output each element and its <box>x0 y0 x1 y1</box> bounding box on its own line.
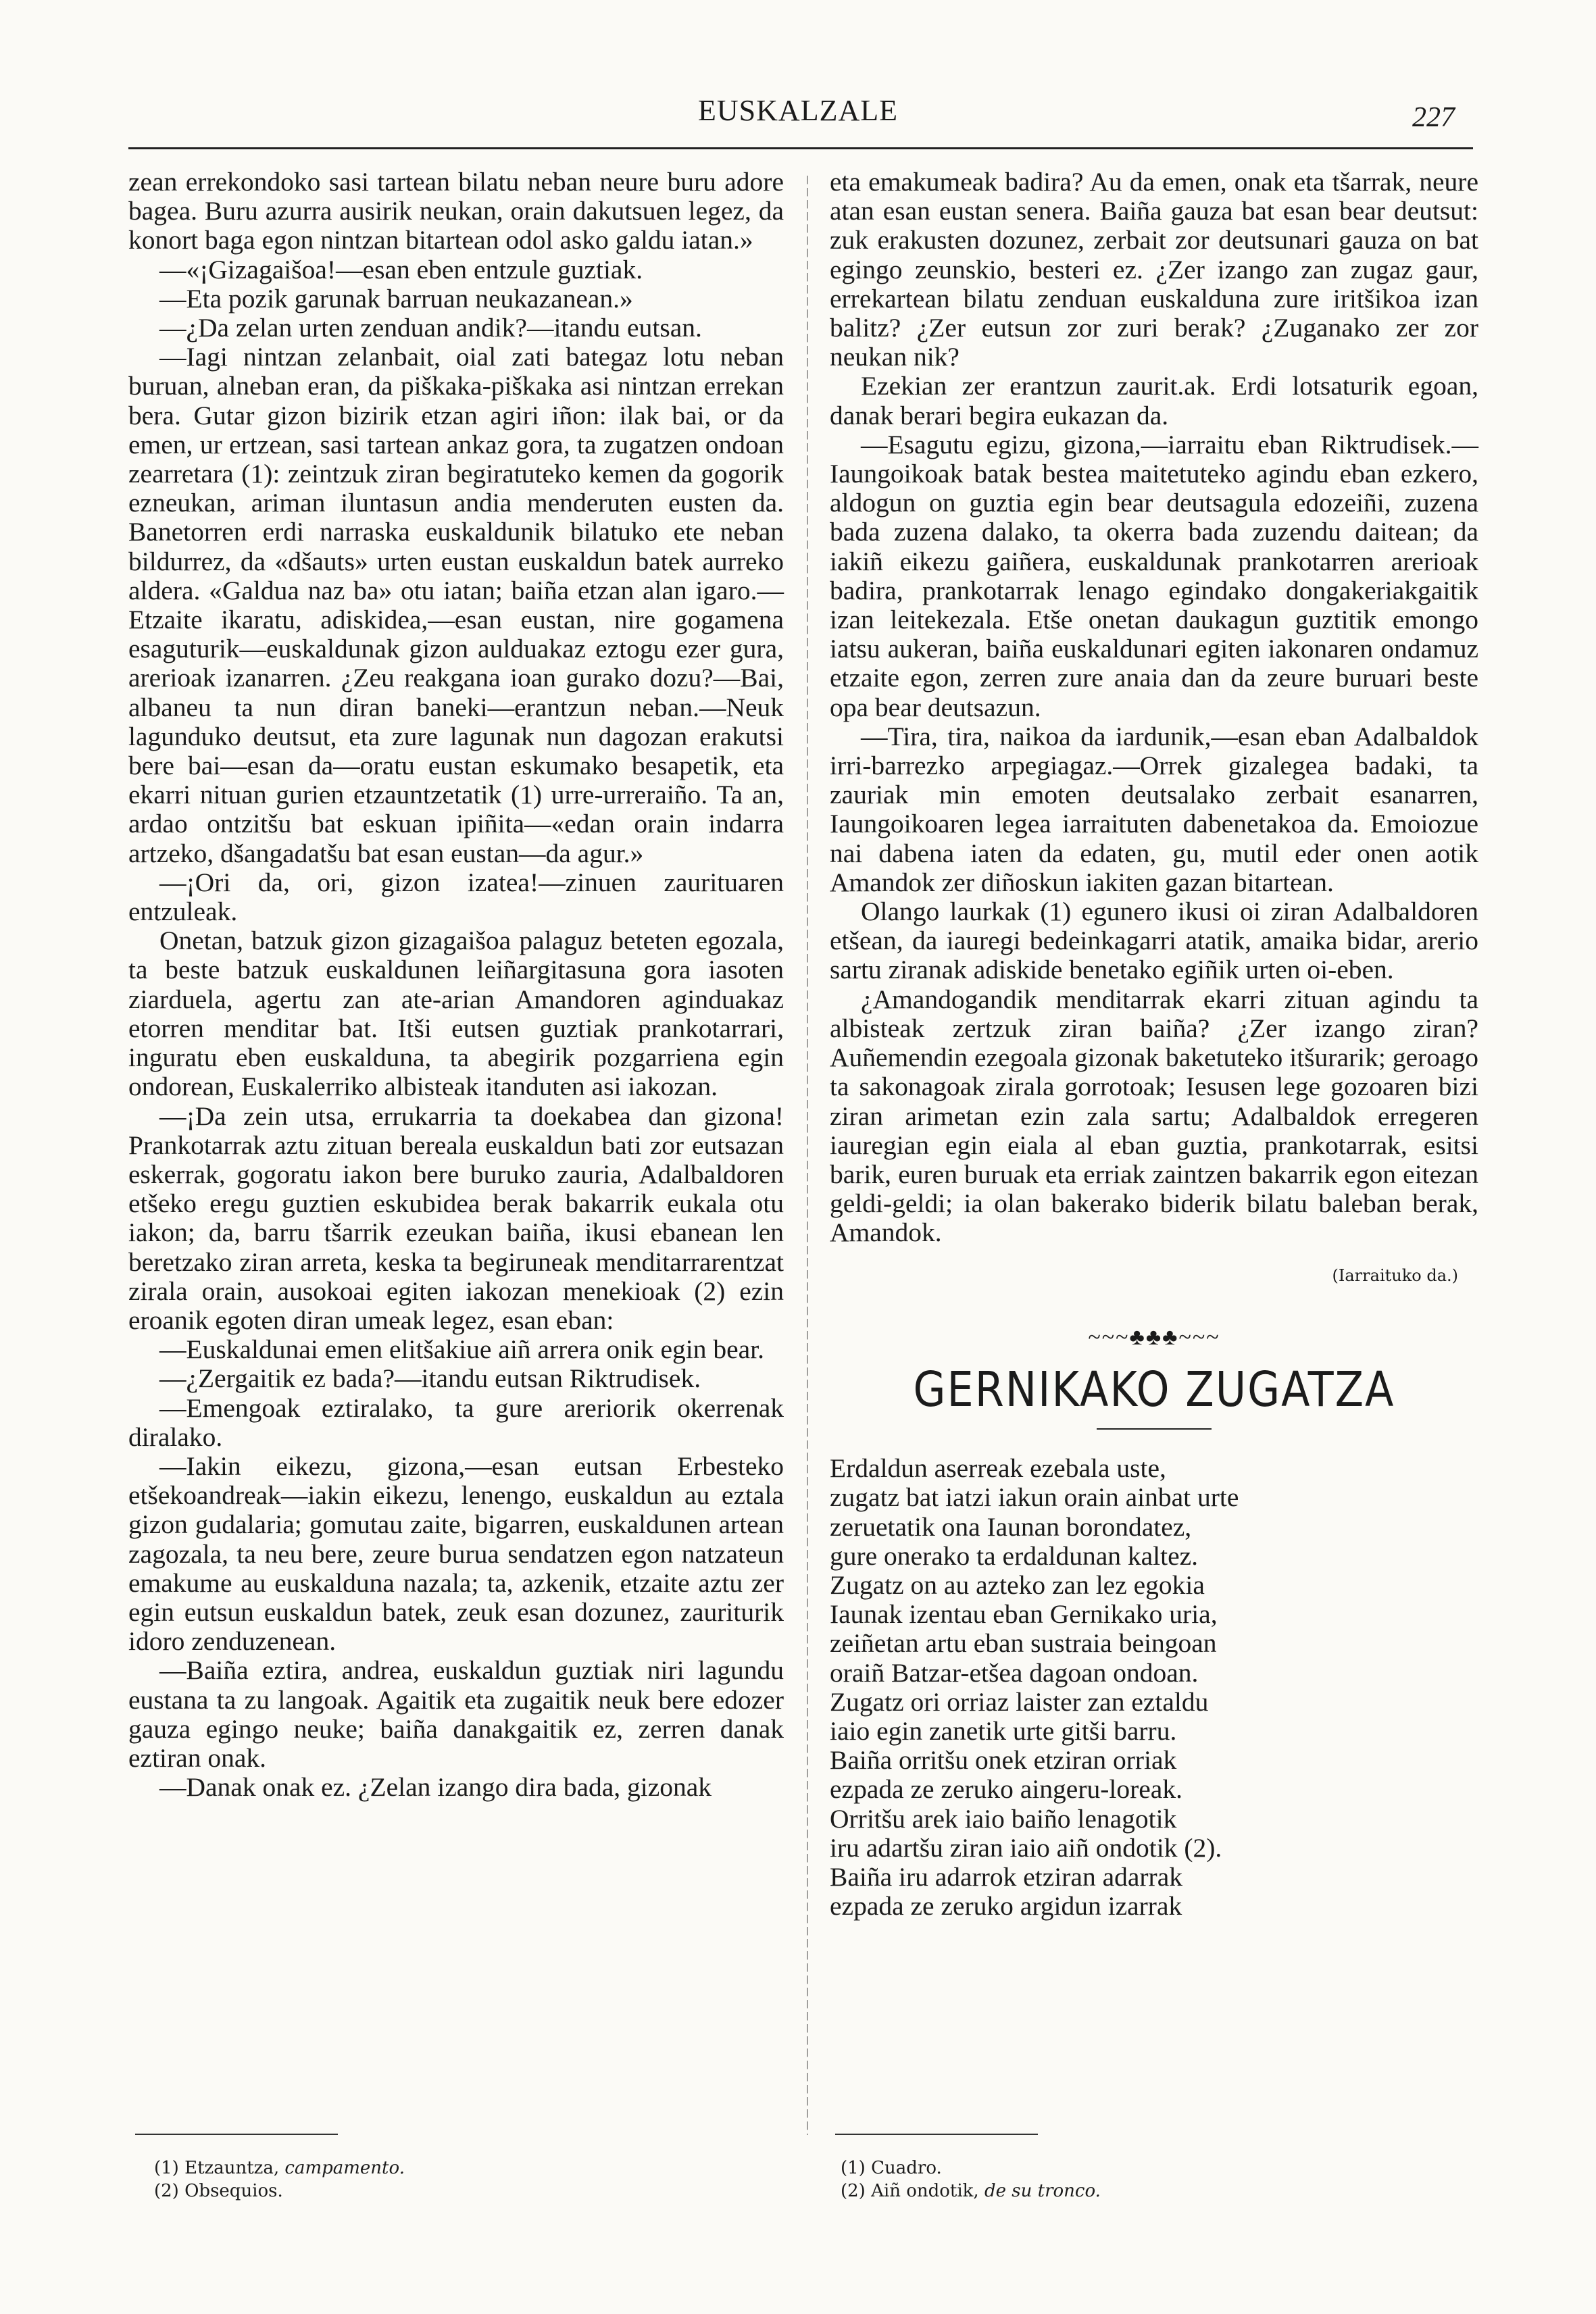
footnote: (1) Cuadro. <box>841 2158 942 2178</box>
paragraph: Onetan, batzuk gizon gizagaišoa palaguz beteten egozala, ta beste batzuk euskaldunen leiñargitasuna gora iasoten ziarduela, agertu zan ate-arian Amandoren aginduakaz etorren menditar bat. Itši eutsen guztiak prankotarrari, inguratu eben euskalduna, ta abegirik pozgarriena egin ondorean, Euskalerriko albisteak itanduten asi iakozan. <box>128 926 784 1102</box>
poem-line: Zugatz on au azteko zan lez egokia <box>830 1569 1205 1600</box>
paragraph: —¿Da zelan urten zenduan andik?—itandu eutsan. <box>159 313 702 343</box>
poem-line: Zugatz ori orriaz laister zan eztaldu <box>830 1686 1209 1717</box>
paragraph: —Iagi nintzan zelanbait, oial zati bategaz lotu neban buruan, alneban eran, da piškaka-piškaka asi nintzan errekan bera. Gutar gizon bizirik etzan agiri iñon: ilak bai, or da emen, ur ertzean, sasi tartean ankaz gora, ta zugatzen ondoan zearretara (1): zeintzuk ziran begiratuteko kemen da gogorik ezneukan, ariman iluntasun andia menderuten eusten da. Banetorren erdi narraska euskaldunik bilatuko ete neban bildurrez, da «dšauts» urten eustan euskaldun batek aurreko aldera. «Galdua naz ba» otu iatan; baiña etzan alan igaro.—Etzaite ikaratu, adiskidea,—esan eustan, nire gogamena esaguturik—euskaldunak gizon aulduakaz eztogu ezer gura, arerioak izanarren. ¿Zeu reakgana ioan gurako dozu?—Bai, albaneu ta nun diran baneki—erantzun neban.—Neuk lagunduko deutsut, eta zure lagunak nun dagozan erakutsi bere bai—esan da—oratu eustan eskumako besapetik, eta ekarri nituan gurien etzauntzetatik (1) urre-urreraiño. Ta an, ardao ontzitšu bat eskuan ipiñita—«edan orain indarra artzeko, dšangadatšu bat esan eustan—da agur.» <box>128 342 784 868</box>
footnote: (1) Etzauntza, campamento. <box>154 2158 405 2178</box>
to-be-continued-note: (Iarraituko da.) <box>1332 1265 1458 1285</box>
paragraph: —Eta pozik garunak barruan neukazanean.» <box>159 283 633 313</box>
poem-line: ezpada ze zeruko argidun izarrak <box>830 1891 1182 1921</box>
footnote: (2) Obsequios. <box>154 2181 283 2201</box>
left-column <box>128 168 784 1802</box>
paragraph: —«¡Gizagaišoa!—esan eben entzule guztiak. <box>159 254 643 284</box>
footnote-rule-right <box>835 2134 1038 2135</box>
footnote-rule-left <box>135 2134 338 2135</box>
poem-line: ezpada ze zeruko aingeru-loreak. <box>830 1774 1182 1805</box>
paragraph: —¿Zergaitik ez bada?—itandu eutsan Riktrudisek. <box>159 1363 701 1394</box>
footnote: (2) Aiñ ondotik, de su tronco. <box>841 2181 1101 2201</box>
title-rule <box>1097 1428 1212 1430</box>
paragraph: Olango laurkak (1) egunero ikusi oi ziran Adalbaldoren etšean, da iauregi bedeinkagarri atatik, amaika bidar, arerio sartu ziranak adiskide benetako egiñik urten oi-eben. <box>830 897 1478 985</box>
paragraph: —Iakin eikezu, gizona,—esan eutsan Erbesteko etšekoandreak—iakin eikezu, lenengo, euskaldun au eztala gizon gudalaria; gomutau zaite, bigarren, euskaldunen artean zagozala, ta neu bere, zeure burua sendatzen egon natzateun emakume au euskalduna nazala; ta, azkenik, etzaite aztu zer egin eutsun euskaldun batek, zeuk esan dozunez, zauriturik idoro zenduzenean. <box>128 1451 784 1657</box>
ornament-divider: ~~~♣♣♣~~~ <box>1088 1324 1220 1350</box>
page-number: 227 <box>1412 102 1455 133</box>
paragraph: zean errekondoko sasi tartean bilatu neban neure buru adore bagea. Buru azurra ausirik neukan, orain dakutsuen legez, da konort baga egon nintzan bitartean odol asko galdu iatan.» <box>128 167 784 255</box>
paragraph: —Tira, tira, naikoa da iardunik,—esan eban Adalbaldok irri-barrezko arpegiagaz.—Orrek gizalegea badaki, ta zauriak min emoten deutsalako zerbait esanarren, Iaungoikoaren legea iarraituten dabenetakoa da. Emoiozue nai dabena iaten da edaten, gu, mutil eder onen aotik Amandok zer diñoskun iakiten gazan bitartean. <box>830 721 1478 897</box>
right-column <box>830 168 1478 1921</box>
poem-line: gure onerako ta erdaldunan kaltez. <box>830 1540 1199 1571</box>
paragraph: —¡Ori da, ori, gizon izatea!—zinuen zaurituaren entzuleak. <box>128 867 784 927</box>
paragraph: —¡Da zein utsa, errukarria ta doekabea dan gizona! Prankotarrak aztu zituan bereala euskaldun bati zor eutsazan eskerrak, gogoratu iakon bere buruko zauria, Adalbaldoren etšeko eregu guztien eskubidea berak bakarrik eukala otu iakon; da, barru tšarrik ezeukan baiña, ikusi ebanean len beretzako ziran arreta, keska ta begiruneak menditarrarentzat zirala orain, ausokoai egiten iakozan menekioak (2) ezin eroanik egoten diran umeak legez, esan eban: <box>128 1101 784 1335</box>
paragraph: Ezekian zer erantzun zaurit.ak. Erdi lotsaturik egoan, danak berari begira eukazan da. <box>830 371 1478 430</box>
column-divider <box>807 176 808 2135</box>
footnotes-right <box>841 2157 1101 2203</box>
paragraph: —Baiña eztira, andrea, euskaldun guztiak niri lagundu eustana ta zu langoak. Agaitik eta zugaitik neuk bere edozer gauza egingo neuke; baiña danakgaitik ez, zerren danak eztiran onak. <box>128 1655 784 1773</box>
paragraph: —Esagutu egizu, gizona,—iarraitu eban Riktrudisek.—Iaungoikoak batak bestea maitetuteko agindu eban ezkero, aldogun on guztia egin bear deutsagula edozeiñi, zuzena bada zuzena dalako, ta okerra bada zuzendu daitean; da iakiñ eikezu gaiñera, euskaldunak prankotarren arerioak badira, prankotarrak lenago egindako dongakeriakgaitik izan leitekezala. Etše onetan daukagun guztitik emongo iatsu aukeran, baiña euskaldunari egiten iakonaren ondamuz etzaite egon, zerren zure anaia dan da zeure buruari beste opa bear deutsazun. <box>830 429 1478 722</box>
poem-line: Orritšu arek iaio baiño lenagotik <box>830 1803 1177 1834</box>
poem-line: oraiñ Batzar-etšea dagoan ondoan. <box>830 1657 1199 1688</box>
poem-line: Baiña iru adarrok etziran adarrak <box>830 1861 1182 1892</box>
poem-line: zeiñetan artu eban sustraia beingoan <box>830 1628 1217 1659</box>
paragraph: —Emengoak eztiralako, ta gure areriorik okerrenak diralako. <box>128 1392 784 1452</box>
poem-line: iru adartšu ziran iaio aiñ ondotik (2). <box>830 1832 1222 1863</box>
poem-line: zeruetatik ona Iaunan borondatez, <box>830 1511 1192 1542</box>
paragraph: eta emakumeak badira? Au da emen, onak eta tšarrak, neure atan esan eustan senera. Baiña gauza bat esan bear deutsut: zuk erakusten dozunez, zerbait zor deutsunari gauza on bat egingo zeunskio, besteri ez. ¿Zer izango zan zugaz gaur, errekartean bilatu zenduan euskalduna zure iritšikoa izan balitz? ¿Zer eutsun zor zuri berak? ¿Zuganako zer zor neukan nik? <box>830 167 1478 372</box>
poem-line: Baiña orritšu onek etziran orriak <box>830 1745 1177 1776</box>
poem-line: Iaunak izentau eban Gernikako uria, <box>830 1599 1218 1630</box>
footnotes-left <box>154 2157 405 2203</box>
poem-line: zugatz bat iatzi iakun orain ainbat urte <box>830 1482 1239 1513</box>
poem-title: GERNIKAKO ZUGATZA <box>913 1361 1395 1418</box>
header-rule <box>128 147 1473 149</box>
poem <box>830 1454 1478 1921</box>
poem-line: Erdaldun aserreak ezebala uste, <box>830 1453 1166 1484</box>
paragraph: ¿Amandogandik menditarrak ekarri zituan agindu ta albisteak zertzuk ziran baiña? ¿Zer izango ziran? Auñemendin ezegoala gizonak baketuteko itšurarik; geroago ta sakonagoak zirala gorrotoak; Iesusen lege gozoaren bizi ziran arimetan ezin zala sartu; Adalbaldok erregeren iauregian egin eiala al eban guztia, prankotarrak, esitsi barik, euren buruak eta erriak zaintzen bakarrik egon eitezan geldi-geldi; ia olan bakerako biderik bilatu baleban berak, Amandok. <box>830 984 1478 1248</box>
running-title: EUSKALZALE <box>698 94 898 127</box>
paragraph: —Euskaldunai emen elitšakiue aiñ arrera onik egin bear. <box>159 1334 764 1365</box>
paragraph: —Danak onak ez. ¿Zelan izango dira bada, gizonak <box>159 1772 712 1803</box>
poem-line: iaio egin zanetik urte gitši barru. <box>830 1715 1177 1746</box>
